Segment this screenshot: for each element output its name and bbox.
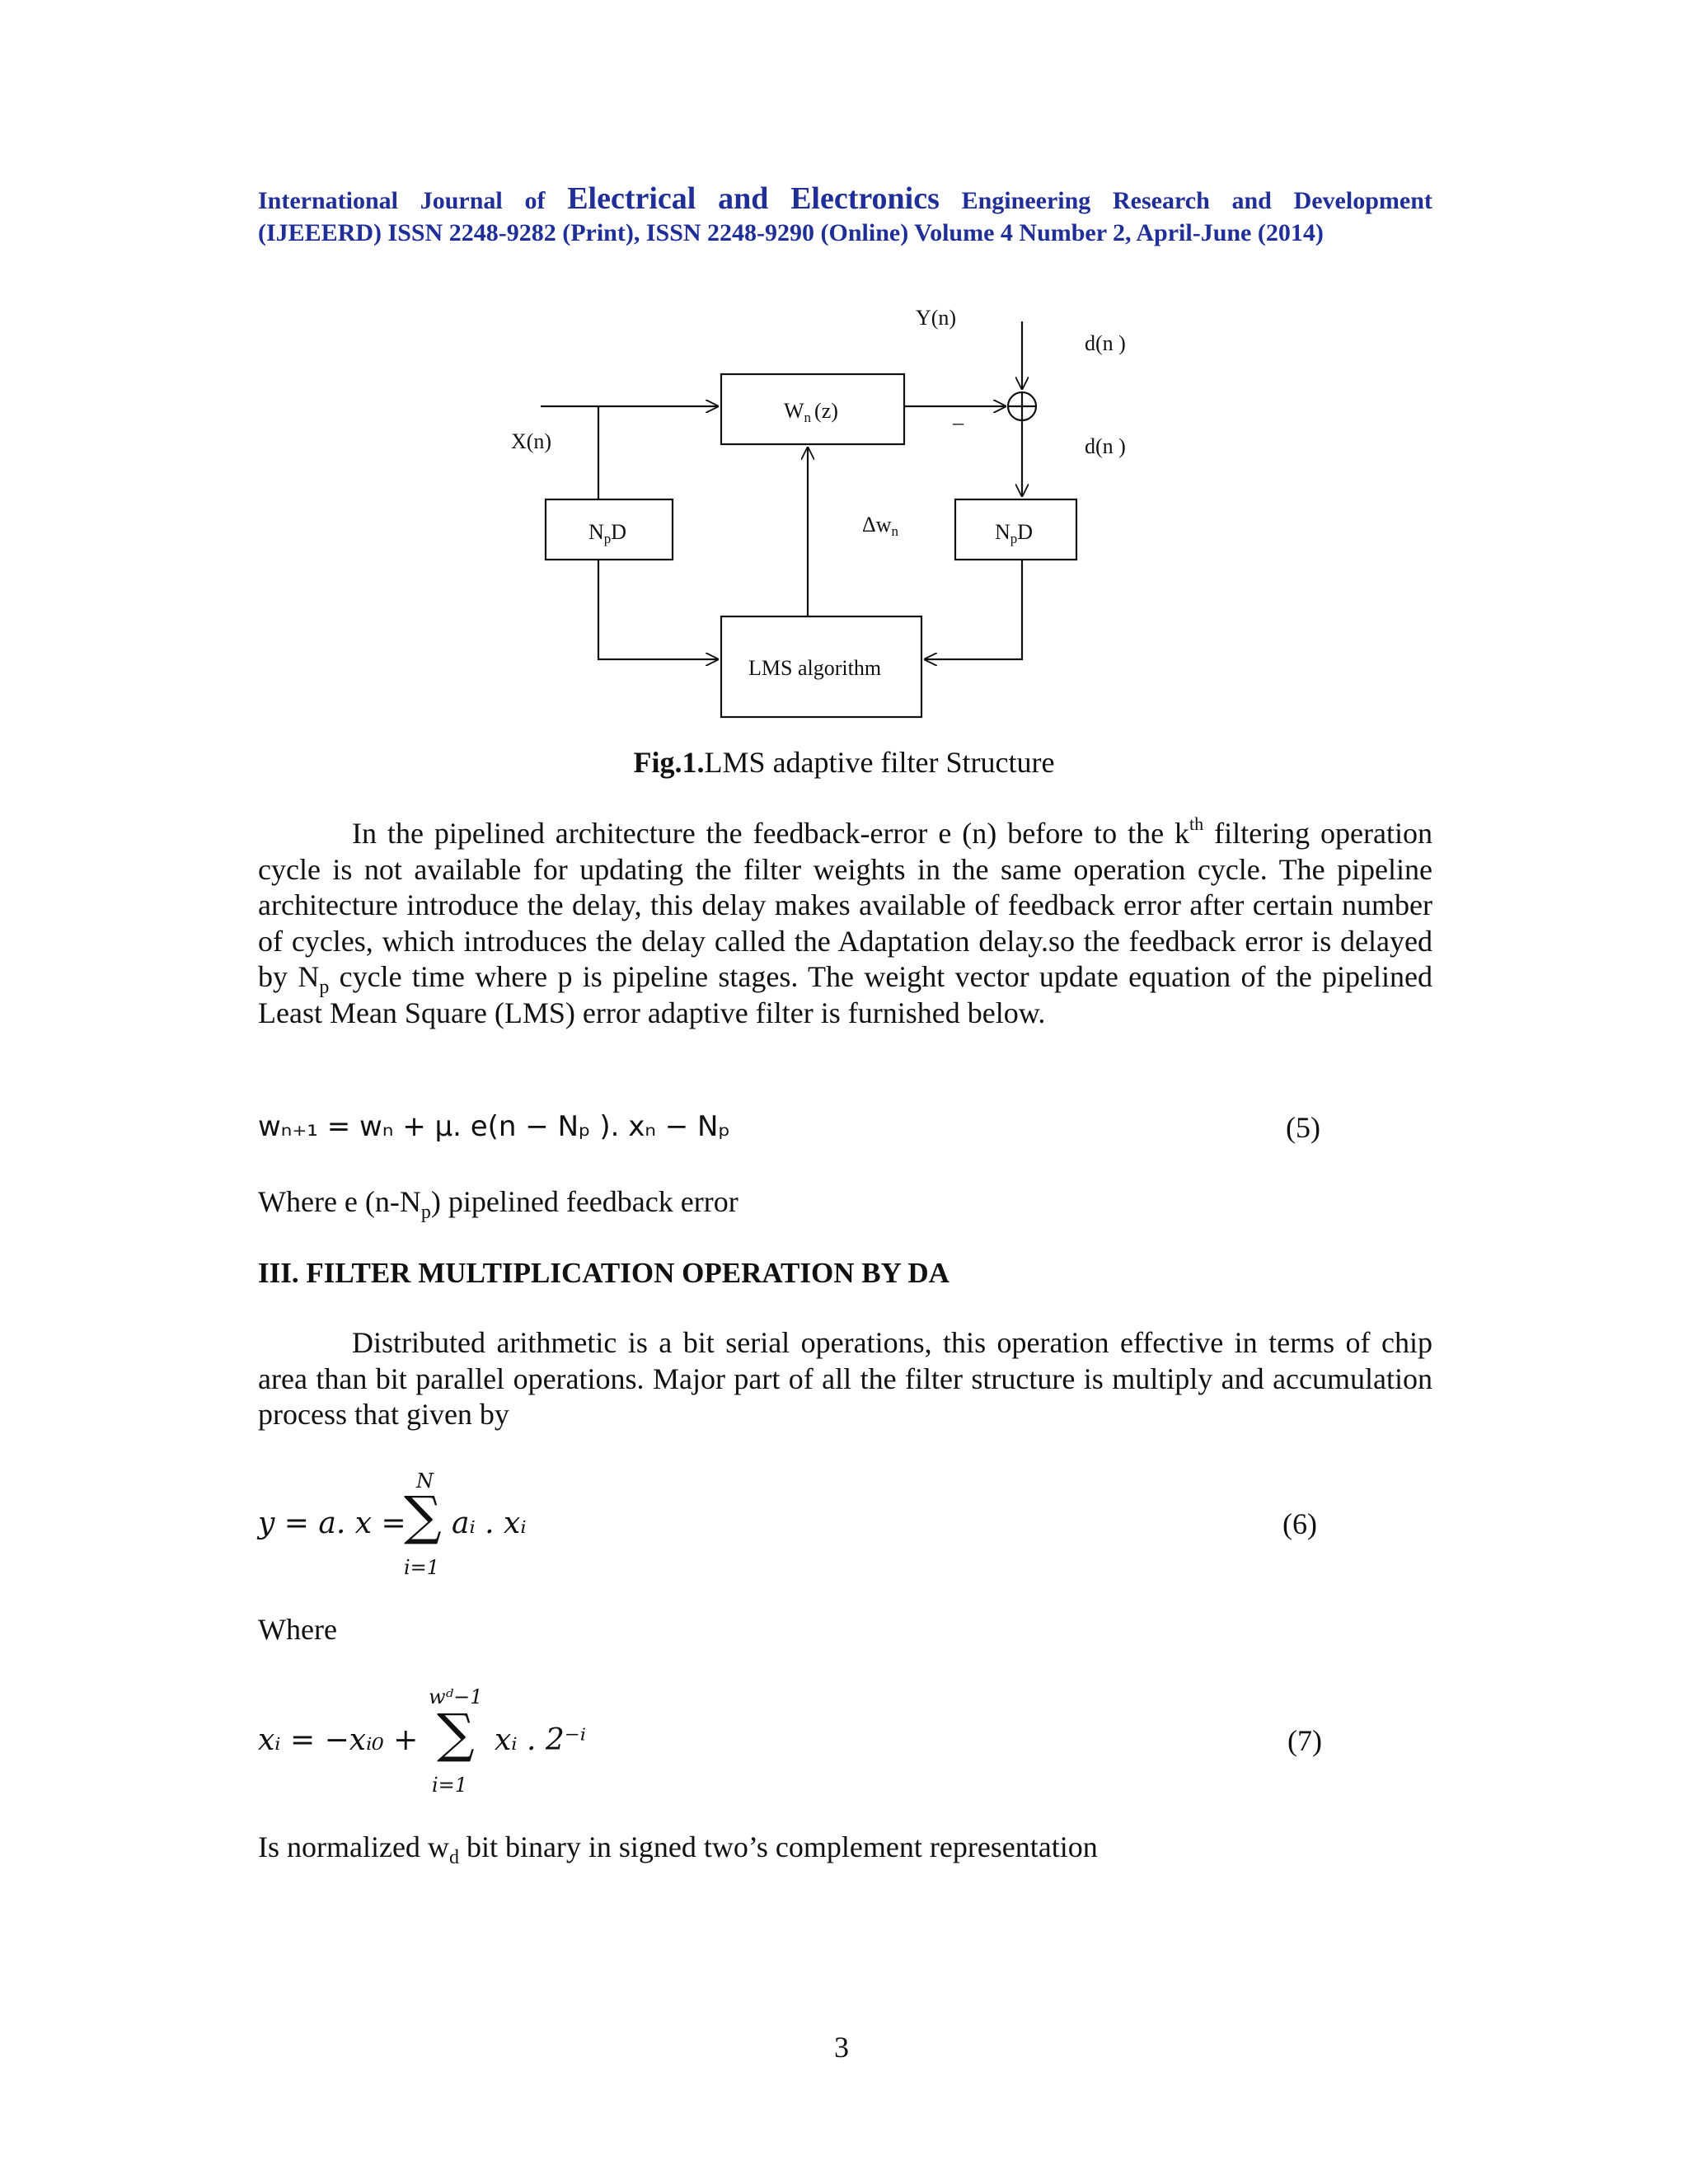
para1-c: cycle time where p is pipeline stages. The weight vector update equation of the pipelined Least Mean Square (LMS) error adaptive filter is furnished below. [258,960,1433,1029]
equation-6-rhs: aᵢ . xᵢ [452,1507,527,1540]
equation-6-lower: i=1 [404,1556,440,1579]
page-number: 3 [834,2031,849,2064]
paragraph-pipelined [258,813,1433,1031]
delay-right-label: NpD [995,520,1034,546]
para1-sub: p [319,977,330,998]
filter-box-label: Wn (z) [784,399,838,425]
delay-box-right [955,499,1076,560]
caption-text: LMS adaptive filter Structure [704,746,1055,779]
minus-sign: _ [953,403,964,427]
header-word: and [1231,187,1272,214]
equation-6-sigma: ∑ [404,1486,442,1547]
caption-bold: Fig.1. [633,746,705,779]
equation-7-sigma: ∑ [437,1704,475,1765]
para1-b: filtering operation cycle is not available for updating the filter weights in the same operation cycle. The pipeline architecture introduce the delay, this delay makes available of feedback error after certain number of cycles, which introduces the delay called the Adaptation delay.so the feedback error is delayed by N [258,817,1432,993]
para2-text: Distributed arithmetic is a bit serial operations, this operation effective in terms of chip area than bit parallel operations. Major part of all the filter structure is multiply and accumulation process that given by [258,1326,1432,1431]
filter-box [721,374,904,444]
equation-6-upper: N [416,1469,434,1493]
equation-6-lhs: y = a. x = [258,1507,406,1540]
header-word: of [524,187,546,214]
equation-7-lower: i=1 [432,1774,468,1797]
header-word: Journal [420,187,503,214]
desired-label-bottom: d(n ) [1085,434,1126,458]
header-word: Research [1113,187,1210,214]
journal-title-line2: (IJEEERD) ISSN 2248-9282 (Print), ISSN 2248-9290 (Online) Volume 4 Number 2, April-June (2014) [258,219,1324,246]
lms-block-diagram [0,0,1688,742]
header-word: and [718,181,769,216]
equation-5: wₙ₊₁ = wₙ + μ. e(n − Nₚ ). xₙ − Nₚ [258,1110,731,1143]
header-word: Electrical [567,181,696,216]
delay-left-label: NpD [588,520,627,546]
output-label: Y(n) [916,306,957,330]
header-word: International [258,187,399,214]
header-word: Electronics [790,181,940,216]
equation-6-number: (6) [1282,1507,1317,1540]
where-feedback-error: Where e $(n-N_p)$ pipelined feedback error [258,1185,738,1223]
equation-7-lhs: xᵢ = −xᵢ₀ + [258,1723,419,1757]
para1-a: In the pipelined architecture the feedback-error e (n) before to the k [352,817,1190,850]
figure-caption [0,745,1688,780]
delta-w-label: Δwn [862,513,898,539]
section-heading: III. FILTER MULTIPLICATION OPERATION BY DA [258,1257,950,1289]
paragraph-distributed-arithmetic [258,1325,1432,1433]
equation-7-number: (7) [1287,1724,1322,1757]
equation-5-number: (5) [1286,1111,1320,1144]
where-label: Where [258,1613,337,1646]
input-label: X(n) [511,429,552,453]
lms-box-label: LMS algorithm [748,656,882,680]
equation-7-upper: wᵈ−1 [429,1685,483,1708]
desired-label-top: d(n ) [1085,331,1126,355]
para1-sup: th [1189,813,1204,834]
equation-7-rhs: xᵢ . 2⁻ⁱ [495,1723,587,1757]
normalized-representation-line: Is normalized $w_d$ bit binary in signed two’s complement representation [258,1830,1098,1868]
delay-box-left [546,499,673,560]
header-word: Engineering [961,187,1091,214]
header-word: Development [1293,187,1432,214]
